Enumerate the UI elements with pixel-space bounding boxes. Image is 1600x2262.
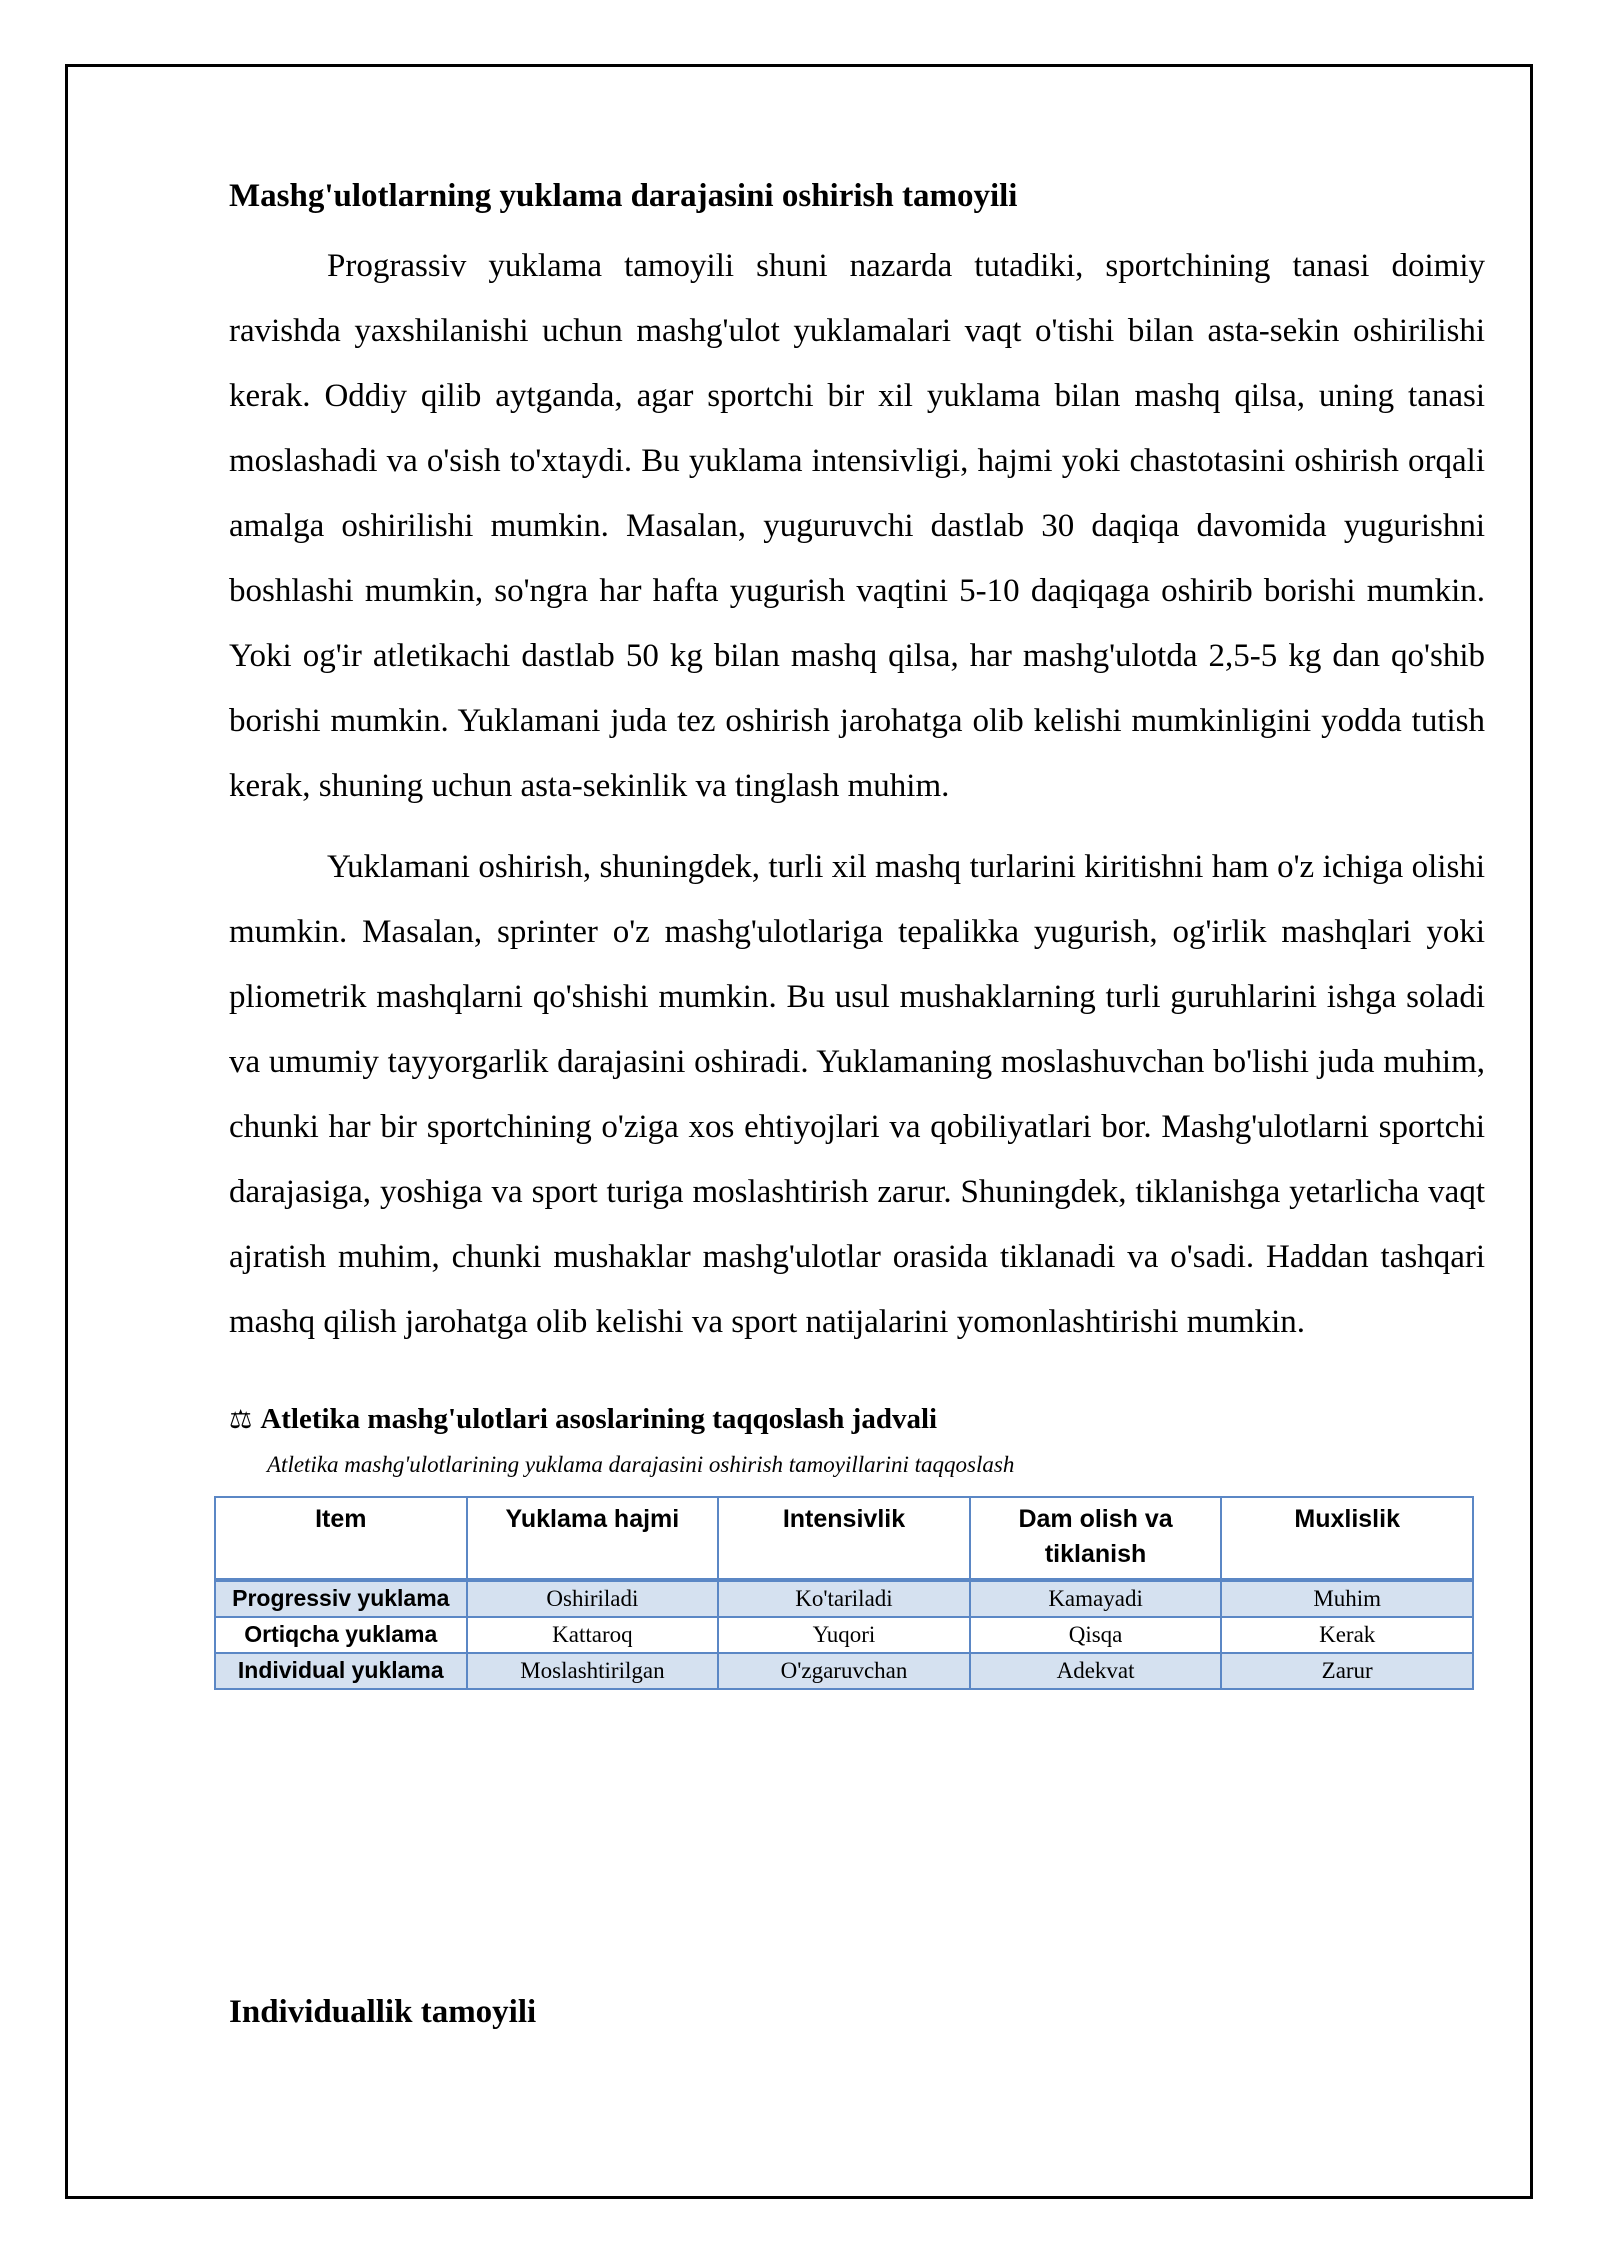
paragraph-1: Prograssiv yuklama tamoyili shuni nazarda tutadiki, sportchining tanasi doimiy ravishda yaxshilanishi uchun mashg'ulot yuklamalari vaqt o'tishi bilan asta-sekin oshirilishi kerak. Oddiy qilib aytganda, agar sportchi bir xil yuklama bilan mashq qilsa, uning tanasi moslashadi va o'sish to'xtaydi. Bu yuklama intensivligi, hajmi yoki chastotasini oshirish orqali amalga oshirilishi mumkin. Masalan, yuguruvchi dastlab 30 daqiqa davomida yugurishni boshlashi mumkin, so'ngra har hafta yugurish vaqtini 5-10 daqiqaga oshirib borishi mumkin. Yoki og'ir atletikachi dastlab 50 kg bilan mashq qilsa, har mashg'ulotda 2,5-5 kg dan qo'shib borishi mumkin. Yuklamani juda tez oshirish jarohatga olib kelishi mumkinligini yodda tutish kerak, shuning uchun asta-sekinlik va tinglash muhim. (229, 248, 1485, 804)
column-header: Yuklama hajmi (467, 1497, 719, 1580)
table-cell: Oshiriladi (467, 1580, 719, 1617)
row-label: Ortiqcha yuklama (215, 1617, 467, 1653)
table-cell: Moslashtirilgan (467, 1653, 719, 1689)
table-caption: Atletika mashg'ulotlarining yuklama darajasini oshirish tamoyillarini taqqoslash (267, 1452, 1015, 1477)
table-row (215, 1653, 1473, 1689)
table-cell: Adekvat (970, 1653, 1222, 1689)
table-cell: Qisqa (970, 1617, 1222, 1653)
table-header-row (215, 1497, 1473, 1580)
table-cell: Muhim (1221, 1580, 1473, 1617)
table-row (215, 1617, 1473, 1653)
column-header: Muxlislik (1221, 1497, 1473, 1580)
table-cell: Kerak (1221, 1617, 1473, 1653)
column-header: Dam olish va tiklanish (970, 1497, 1222, 1580)
table-wrapper (229, 1482, 1485, 1682)
table-cell: Ko'tariladi (718, 1580, 970, 1617)
table-cell: Kamayadi (970, 1580, 1222, 1617)
column-header: Intensivlik (718, 1497, 970, 1580)
document-body (229, 172, 1485, 1682)
paragraph-2: Yuklamani oshirish, shuningdek, turli xil mashq turlarini kiritishni ham o'z ichiga olishi mumkin. Masalan, sprinter o'z mashg'ulotlariga tepalikka yugurish, og'irlik mashqlari yoki pliometrik mashqlarni qo'shishi mumkin. Bu usul mushaklarning turli guruhlarini ishga soladi va umumiy tayyorgarlik darajasini oshiradi. Yuklamaning moslashuvchan bo'lishi juda muhim, chunki har bir sportchining o'ziga xos ehtiyojlari va qobiliyatlari bor. Mashg'ulotlarni sportchi darajasiga, yoshiga va sport turiga moslashtirish zarur. Shuningdek, tiklanishga yetarlicha vaqt ajratish muhim, chunki mushaklar mashg'ulotlar orasida tiklanadi va o'sadi. Haddan tashqari mashq qilish jarohatga olib kelishi va sport natijalarini yomonlashtirishi mumkin. (229, 849, 1485, 1340)
table-cell: Zarur (1221, 1653, 1473, 1689)
table-row (215, 1580, 1473, 1617)
row-label: Progressiv yuklama (215, 1580, 467, 1617)
column-header: Item (215, 1497, 467, 1580)
table-title-text: Atletika mashg'ulotlari asoslarining taqqoslash jadvali (260, 1403, 938, 1435)
section-heading: Mashg'ulotlarning yuklama darajasini oshirish tamoyili (229, 178, 1018, 214)
table-title (229, 1399, 1485, 1440)
comparison-table (214, 1496, 1474, 1690)
scales-icon: ⚖ (229, 1405, 253, 1435)
table-cell: Yuqori (718, 1617, 970, 1653)
next-section-heading: Individuallik tamoyili (229, 1994, 537, 2030)
table-cell: Kattaroq (467, 1617, 719, 1653)
row-label: Individual yuklama (215, 1653, 467, 1689)
table-cell: O'zgaruvchan (718, 1653, 970, 1689)
